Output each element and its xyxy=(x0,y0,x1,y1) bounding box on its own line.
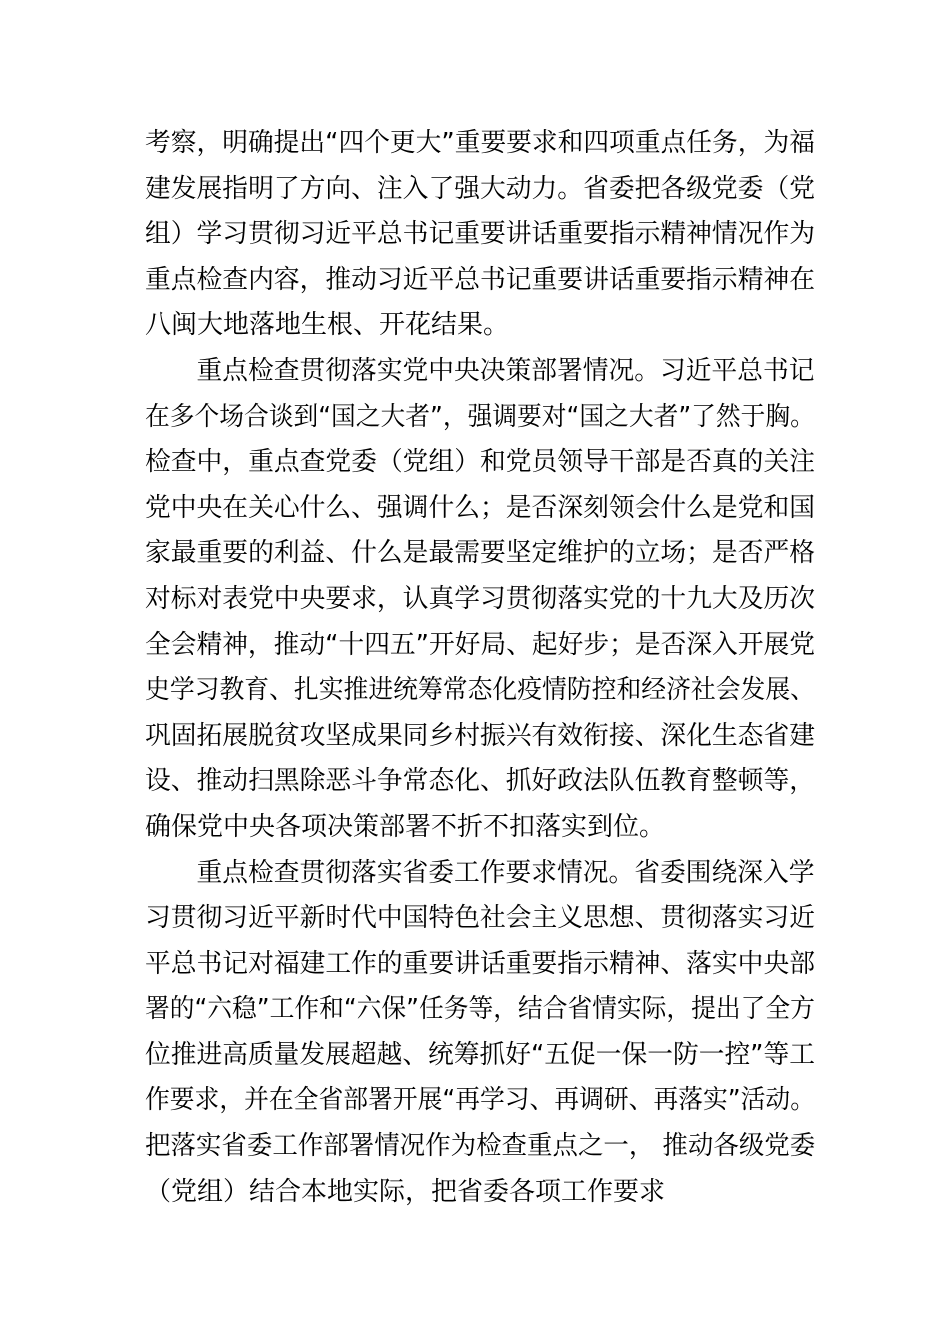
text-line: 平总书记对福建工作的重要讲话重要指示精神、落实中央部 xyxy=(145,948,815,979)
paragraph-start-line: 重点检查贯彻落实党中央决策部署情况。习近平总书记 xyxy=(196,355,815,386)
text-line: 重点检查内容，推动习近平总书记重要讲话重要指示精神在 xyxy=(145,264,815,295)
text-line: 作要求，并在全省部署开展“再学习、再调研、再落实”活动。 xyxy=(145,1085,815,1116)
paragraph-start-line: 重点检查贯彻落实省委工作要求情况。省委围绕深入学 xyxy=(196,857,815,888)
text-line: 党中央在关心什么、强调什么；是否深刻领会什么是党和国 xyxy=(145,492,815,523)
text-line: 巩固拓展脱贫攻坚成果同乡村振兴有效衔接、深化生态省建 xyxy=(145,720,815,751)
text-line: 检查中，重点查党委（党组）和党员领导干部是否真的关注 xyxy=(145,447,815,478)
body-text xyxy=(145,121,815,1215)
text-line: 组）学习贯彻习近平总书记重要讲话重要指示精神情况作为 xyxy=(145,219,815,250)
text-line: 八闽大地落地生根、开花结果。 xyxy=(145,310,510,341)
text-line: 考察，明确提出“四个更大”重要要求和四项重点任务，为福 xyxy=(145,128,815,158)
text-line: 在多个场合谈到“国之大者”，强调要对“国之大者”了然于胸。 xyxy=(145,401,815,432)
text-line: 设、推动扫黑除恶斗争常态化、抓好政法队伍教育整顿等， xyxy=(145,766,815,797)
text-line: 建发展指明了方向、注入了强大动力。省委把各级党委（党 xyxy=(145,173,815,204)
text-line: 把落实省委工作部署情况作为检查重点之一， 推动各级党委 xyxy=(145,1131,816,1162)
text-line: 习贯彻习近平新时代中国特色社会主义思想、贯彻落实习近 xyxy=(145,903,815,934)
text-line: 位推进高质量发展超越、统筹抓好“五促一保一防一控”等工 xyxy=(145,1039,815,1070)
text-line: 确保党中央各项决策部署不折不扣落实到位。 xyxy=(145,811,666,842)
text-line: 史学习教育、扎实推进统筹常态化疫情防控和经济社会发展、 xyxy=(145,675,816,706)
text-line: 署的“六稳”工作和“六保”任务等，结合省情实际，提出了全方 xyxy=(145,994,815,1025)
text-line: 对标对表党中央要求，认真学习贯彻落实党的十九大及历次 xyxy=(145,583,815,614)
text-line: （党组）结合本地实际，把省委各项工作要求 xyxy=(145,1176,666,1207)
text-line: 全会精神，推动“十四五”开好局、起好步；是否深入开展党 xyxy=(145,629,815,660)
text-line: 家最重要的利益、什么是最需要坚定维护的立场；是否严格 xyxy=(145,538,815,569)
